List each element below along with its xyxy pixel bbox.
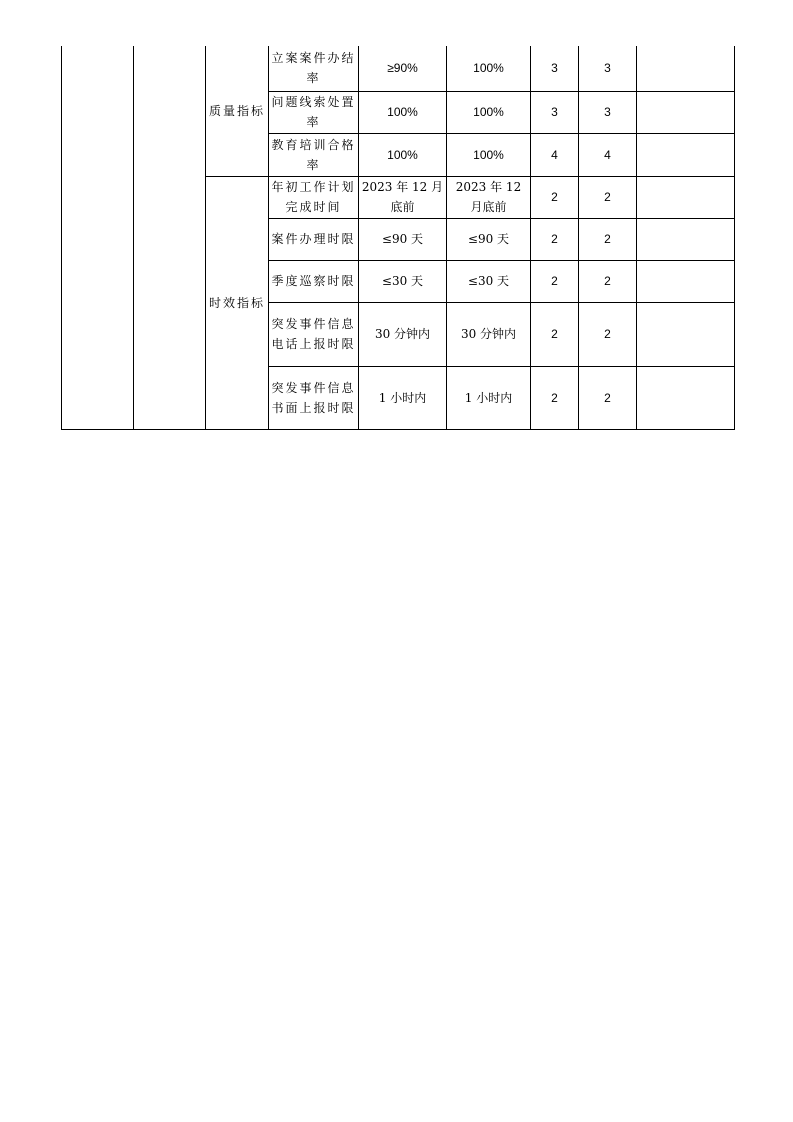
actual-value: 100%	[447, 46, 531, 91]
note-cell	[637, 176, 735, 218]
target-value: ≤90 天	[359, 218, 447, 260]
score-value: 3	[579, 46, 637, 91]
actual-value: 1 小时内	[447, 366, 531, 429]
note-cell	[637, 46, 735, 91]
weight-value: 4	[531, 133, 579, 176]
score-value: 2	[579, 302, 637, 366]
weight-value: 2	[531, 218, 579, 260]
note-cell	[637, 302, 735, 366]
timeliness-category-cell: 时效指标	[206, 176, 269, 429]
target-value: 2023 年 12 月底前	[359, 176, 447, 218]
level1-indicator-cell	[62, 46, 134, 429]
note-cell	[637, 260, 735, 302]
actual-value: ≤30 天	[447, 260, 531, 302]
indicator-name: 立案案件办结率	[269, 46, 359, 91]
quality-category-cell: 质量指标	[206, 46, 269, 176]
indicator-name: 年初工作计划完成时间	[269, 176, 359, 218]
actual-value: 100%	[447, 133, 531, 176]
actual-value: ≤90 天	[447, 218, 531, 260]
indicator-name: 突发事件信息书面上报时限	[269, 366, 359, 429]
score-value: 4	[579, 133, 637, 176]
level2-indicator-cell	[134, 46, 206, 429]
weight-value: 2	[531, 366, 579, 429]
score-value: 2	[579, 260, 637, 302]
actual-value: 100%	[447, 91, 531, 133]
weight-value: 2	[531, 176, 579, 218]
actual-value: 30 分钟内	[447, 302, 531, 366]
indicator-name: 教育培训合格率	[269, 133, 359, 176]
score-value: 2	[579, 218, 637, 260]
indicator-name: 问题线索处置率	[269, 91, 359, 133]
weight-value: 3	[531, 91, 579, 133]
note-cell	[637, 218, 735, 260]
weight-value: 2	[531, 302, 579, 366]
indicator-name: 突发事件信息电话上报时限	[269, 302, 359, 366]
performance-indicator-table	[61, 46, 735, 430]
table-row	[62, 46, 735, 91]
note-cell	[637, 366, 735, 429]
weight-value: 3	[531, 46, 579, 91]
target-value: 30 分钟内	[359, 302, 447, 366]
note-cell	[637, 133, 735, 176]
indicator-name: 案件办理时限	[269, 218, 359, 260]
weight-value: 2	[531, 260, 579, 302]
note-cell	[637, 91, 735, 133]
target-value: 1 小时内	[359, 366, 447, 429]
score-value: 2	[579, 366, 637, 429]
target-value: 100%	[359, 91, 447, 133]
score-value: 2	[579, 176, 637, 218]
actual-value: 2023 年 12 月底前	[447, 176, 531, 218]
target-value: ≤30 天	[359, 260, 447, 302]
indicator-name: 季度巡察时限	[269, 260, 359, 302]
score-value: 3	[579, 91, 637, 133]
target-value: ≥90%	[359, 46, 447, 91]
target-value: 100%	[359, 133, 447, 176]
